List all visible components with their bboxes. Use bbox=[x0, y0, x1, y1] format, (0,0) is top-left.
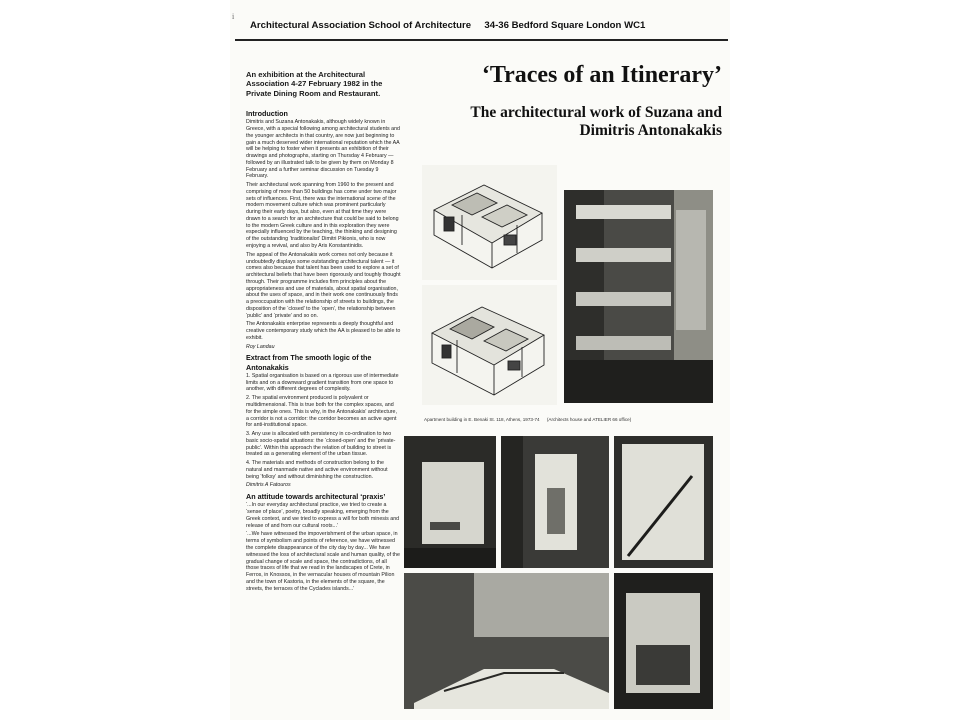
staircase-photo bbox=[404, 573, 609, 709]
axonometric-drawing-top bbox=[422, 165, 557, 280]
introduction-heading: Introduction bbox=[246, 109, 288, 118]
attitude-paragraph: ‘...We have witnessed the impoverishment of the urban space, in terms of symbolism and points of reference, we have witnessed the complete disappearance of the city day by day... We have witnessed the loss of architectural scale and human quality, of the gradual change of scale and space, the contradictions, of all those traces of life that we read in the landscapes of Crete, in Ferros, in Knossos, in the vernacular houses of mountain Pilion and the town of Kastoria, in the elements of the square, the streets, the terraces of the Cyclades islands...’ bbox=[246, 531, 400, 592]
apartment-building-photo bbox=[564, 190, 713, 403]
caption-right: (Architects house and ATELIER 66 office) bbox=[546, 417, 632, 422]
extract-signature: Dimitris A Fatouros bbox=[246, 482, 291, 489]
page-subtitle: The architectural work of Suzana and Dimitris Antonakakis bbox=[470, 104, 722, 140]
page-header bbox=[250, 20, 720, 31]
intro-paragraph: Their architectural work spanning from 1960 to the present and comprising of more than 50 buildings has come under two major sets of influences. First, there was the international scene of the modern movement culture which was prominent particularly during their early days, but also, even at that time they were drawn to a search for an architecture that could be said to belong to the modern Greek culture and in this exploration they were especially influenced by the teaching, the thinking and designing of the outstanding ‘traditionalist’ Dimitri Pikionis, who is now enjoying a revival, and also by Aris Konstantinidis. bbox=[246, 182, 399, 249]
header-rule bbox=[235, 39, 728, 41]
photo-caption bbox=[424, 417, 724, 422]
axonometric-drawing-bottom bbox=[422, 285, 557, 405]
header-school: Architectural Association School of Architecture bbox=[250, 20, 472, 31]
intro-paragraph: The Antonakakis enterprise represents a deeply thoughtful and creative contemporary study which the AA is pleased to be able to exhibit. bbox=[246, 321, 401, 341]
page-title: ‘Traces of an Itinerary’ bbox=[481, 62, 722, 88]
attitude-paragraph: ‘...In our everyday architectural practice, we tried to create a ‘sense of place’, poetry, broadly speaking, emerging from the Greek context, and we tried to express a will for both minesis and release of and from our cultural roots...’ bbox=[246, 502, 400, 529]
interior-photo-2 bbox=[501, 436, 609, 568]
intro-paragraph: The appeal of the Antonakakis work comes not only because it undoubtedly displays some outstanding architectural talent — it comes also because that talent has been used to explore a set of architectural beliefs that have been rigorously and toughly thought through. Their programme includes firm principles about the appropriateness and use of materials, about spatial organisation, about the uses of space, and in their work one continuously finds a preoccupation with the relationship of streets to buildings, the disposition of the ‘closed’ to the ‘open’, the relationship between ‘public’ and ‘private’ and so on. bbox=[246, 251, 401, 319]
intro-paragraph: Dimitris and Suzana Antonakakis, although widely known in Greece, with a special following among architectural students and the younger architects in that country, are now just beginning to gain a much deserved wider international reputation which the AA will be helping to foster when it presents an exhibition of their drawings and photographs, starting on Thursday 4 February — followed by an illustrated talk to be given by them on Monday 8 February and a further seminar discussion on Tuesday 9 February. bbox=[246, 119, 400, 180]
header-address: 34-36 Bedford Square London WC1 bbox=[484, 20, 646, 31]
extract-paragraph: 4. The materials and methods of construction belong to the natural and manmade native and active environment without being ‘folksy’ and without diminishing the construction. bbox=[246, 460, 388, 480]
extract-paragraph: 1. Spatial organisation is based on a rigorous use of intermediate limits and on a downward gradient transition from one space to another, with different degrees of complexity. bbox=[246, 372, 399, 393]
attitude-heading: An attitude towards architectural ‘praxis’ bbox=[246, 492, 386, 502]
extract-paragraph: 3. Any use is allocated with persistency in co-ordination to two basic socio-spatial situations: the ‘closed-open’ and the ‘private-public’. Within this approach the relation of building to street is treated as a generating element of the urban tissue. bbox=[246, 431, 396, 458]
extract-paragraph: 2. The spatial environment produced is polyvalent or multidimensional. This is true both for the complex spaces, and for the simple ones. This is why, in the Antonakakis' architecture, a corridor is not a corridor: the corridor becomes an active agent for anti-institutional space. bbox=[246, 395, 397, 429]
exhibition-intro: An exhibition at the Architectural Association 4-27 February 1982 in the Private Dining Room and Restaurant. bbox=[246, 70, 383, 98]
interior-photo-1 bbox=[404, 436, 496, 568]
left-column-text bbox=[246, 108, 401, 594]
caption-left: Apartment building in E. Benaki St. 118, Athens, 1973-74 bbox=[424, 417, 540, 422]
margin-mark: i bbox=[232, 12, 235, 21]
extract-heading: Extract from The smooth logic of the Antonakakis bbox=[246, 353, 372, 372]
interior-photo-3 bbox=[614, 436, 713, 568]
garden-photo bbox=[614, 573, 713, 709]
intro-signature: Roy Landau bbox=[246, 343, 275, 350]
